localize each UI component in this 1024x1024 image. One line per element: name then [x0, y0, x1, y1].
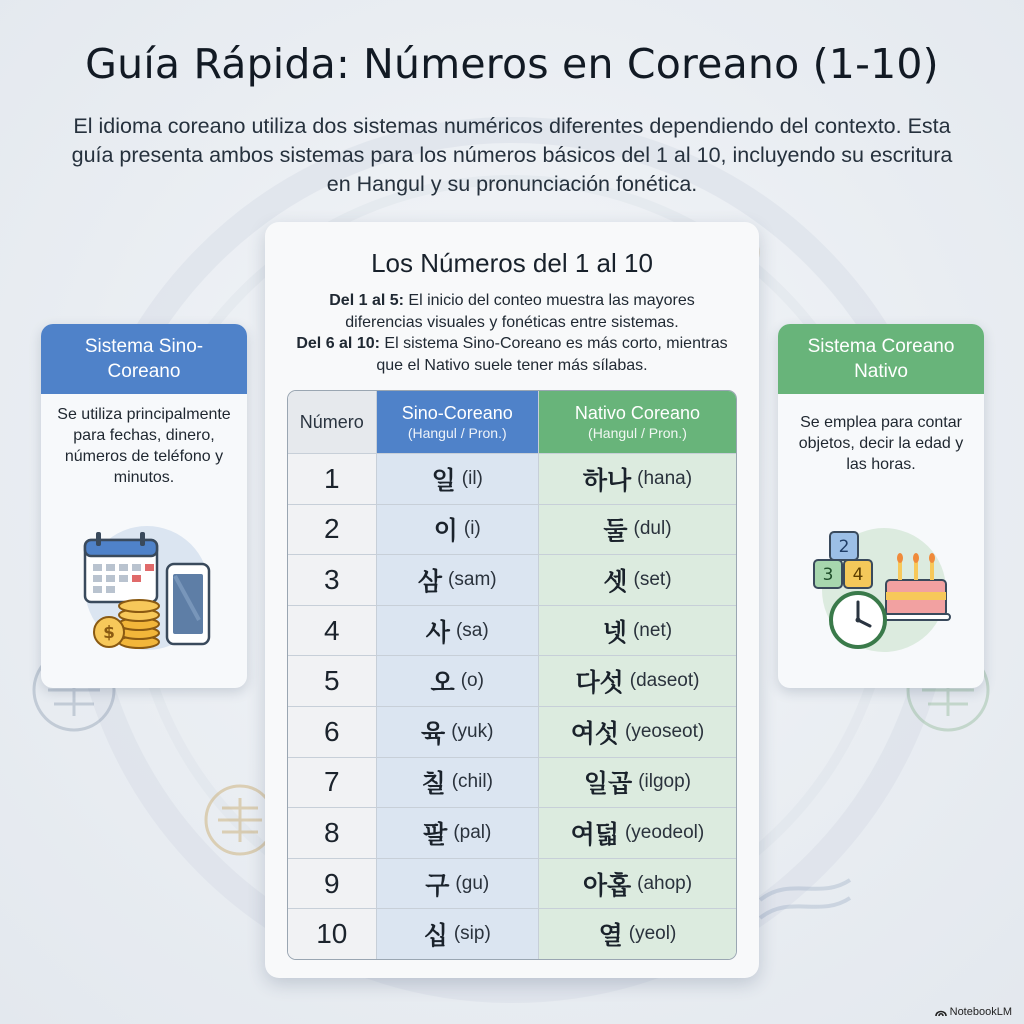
- calendar-icon: [85, 532, 157, 602]
- sino-korean-hangul: 칠: [421, 769, 446, 799]
- table-row: [288, 757, 736, 808]
- native-korean-card-description: Se emplea para contar objetos, decir la edad y las horas.: [798, 414, 964, 473]
- native-korean-hangul: 아홉: [582, 870, 632, 900]
- clock-icon: [831, 593, 885, 647]
- number-cell: 7: [288, 758, 377, 808]
- header-native-korean-subtitle: (Hangul / Pron.): [588, 425, 687, 441]
- sino-korean-cell: [377, 454, 539, 504]
- native-korean-pronunciation: (daseot): [629, 670, 700, 692]
- note-1-to-5-text: El inicio del conteo muestra las mayores diferencias visuales y fonéticas entre sistemas.: [345, 292, 695, 331]
- table-row: [288, 655, 736, 706]
- native-korean-pronunciation: (ilgop): [638, 771, 691, 793]
- header-native-korean-title: Nativo Coreano: [574, 403, 700, 423]
- native-korean-cell: [539, 909, 736, 959]
- sino-korean-pronunciation: (sam): [448, 568, 497, 590]
- svg-text:$: $: [103, 623, 115, 643]
- sino-korean-cell: [377, 758, 539, 808]
- header-number: Número: [288, 391, 377, 453]
- number-cell: 9: [288, 859, 377, 909]
- native-korean-hangul: 여덟: [570, 819, 619, 849]
- page-title: Guía Rápida: Números en Coreano (1-10): [85, 40, 939, 88]
- native-korean-pronunciation: (yeoseot): [625, 720, 705, 742]
- sino-korean-cell: [377, 859, 539, 909]
- table-row: [288, 504, 736, 555]
- sino-korean-illustration: [41, 520, 247, 660]
- native-korean-hangul: 셋: [603, 566, 628, 596]
- brand-label: NotebookLM: [949, 1006, 1012, 1018]
- sino-korean-hangul: 십: [423, 921, 448, 951]
- number-cell: 4: [288, 606, 377, 656]
- svg-text:2: 2: [838, 537, 850, 557]
- sino-korean-pronunciation: (o): [460, 670, 484, 692]
- native-korean-hangul: 하나: [582, 465, 632, 495]
- native-korean-cell: [539, 758, 736, 808]
- header-native-korean: [539, 391, 736, 453]
- note-6-to-10-label: Del 6 al 10:: [296, 335, 380, 352]
- phone-icon: [167, 564, 209, 644]
- table-row: [288, 605, 736, 656]
- sino-korean-pronunciation: (chil): [451, 771, 493, 793]
- native-korean-cell: [539, 606, 736, 656]
- table-row: [288, 807, 736, 858]
- numbers-card-title: Los Números del 1 al 10: [371, 248, 653, 278]
- intro-paragraph: El idioma coreano utiliza dos sistemas numéricos diferentes dependiendo del contexto. Esta guía presenta ambos sistemas para los números básicos del 1 al 10, incluyendo su escritura en Hangul y su pronunciación fonética.: [71, 114, 953, 196]
- number-cell: 10: [288, 909, 377, 959]
- sino-korean-card-title: Sistema Sino-Coreano: [41, 324, 247, 394]
- notebooklm-logo-icon: [935, 1008, 947, 1017]
- sino-korean-hangul: 사: [425, 617, 450, 647]
- header-sino-korean-subtitle: (Hangul / Pron.): [407, 425, 507, 441]
- sino-korean-cell: [377, 707, 539, 757]
- note-6-to-10-text: El sistema Sino-Coreano es más corto, mientras que el Nativo suele tener más sílabas.: [376, 335, 728, 374]
- number-cell: 3: [288, 555, 377, 605]
- number-cell: 8: [288, 808, 377, 858]
- table-row: [288, 858, 736, 909]
- svg-text:3: 3: [822, 565, 834, 585]
- note-1-to-5: [295, 290, 729, 333]
- native-korean-hangul: 다섯: [575, 668, 624, 698]
- brand-watermark: [935, 1006, 1012, 1018]
- sino-korean-hangul: 일: [431, 465, 456, 495]
- native-korean-cell: [539, 707, 736, 757]
- native-korean-hangul: 넷: [602, 617, 627, 647]
- sino-korean-card-description: Se utiliza principalmente para fechas, dinero, números de teléfono y minutos.: [57, 406, 231, 486]
- sino-korean-hangul: 팔: [423, 819, 448, 849]
- sino-korean-hangul: 구: [425, 870, 450, 900]
- sino-korean-cell: [377, 656, 539, 706]
- sino-korean-pronunciation: (i): [463, 518, 481, 540]
- sino-korean-pronunciation: (gu): [455, 872, 490, 894]
- native-korean-pronunciation: (net): [632, 619, 673, 641]
- note-1-to-5-label: Del 1 al 5:: [329, 292, 404, 309]
- sino-korean-cell: [377, 505, 539, 555]
- native-korean-cell: [539, 656, 736, 706]
- number-cell: 5: [288, 656, 377, 706]
- header-sino-korean: [377, 391, 539, 453]
- native-korean-pronunciation: (ahop): [637, 872, 693, 894]
- table-body: [288, 453, 736, 959]
- native-korean-cell: [539, 859, 736, 909]
- native-korean-pronunciation: (yeodeol): [624, 821, 705, 843]
- table-row: [288, 706, 736, 757]
- sino-korean-pronunciation: (pal): [453, 821, 492, 843]
- sino-korean-pronunciation: (il): [461, 467, 483, 489]
- sino-korean-cell: [377, 909, 539, 959]
- native-korean-card: [778, 324, 984, 688]
- native-korean-hangul: 여섯: [570, 718, 619, 748]
- native-korean-pronunciation: (set): [633, 568, 672, 590]
- sino-korean-hangul: 육: [421, 718, 446, 748]
- native-korean-hangul: 열: [598, 921, 623, 951]
- sino-korean-pronunciation: (sa): [455, 619, 489, 641]
- native-korean-illustration: [778, 520, 984, 660]
- number-cell: 2: [288, 505, 377, 555]
- native-korean-cell: [539, 454, 736, 504]
- number-cell: 1: [288, 454, 377, 504]
- native-korean-pronunciation: (hana): [637, 467, 693, 489]
- sino-korean-hangul: 이: [433, 516, 458, 546]
- table-row: [288, 453, 736, 504]
- sino-korean-pronunciation: (sip): [453, 923, 491, 945]
- sino-korean-cell: [377, 555, 539, 605]
- numbers-card: [265, 222, 759, 978]
- native-korean-hangul: 둘: [603, 516, 628, 546]
- sino-korean-card: [41, 324, 247, 688]
- sino-korean-hangul: 삼: [417, 566, 443, 596]
- native-korean-cell: [539, 808, 736, 858]
- table-header-row: [288, 391, 736, 453]
- header-sino-korean-title: Sino-Coreano: [401, 403, 513, 423]
- native-korean-pronunciation: (dul): [633, 518, 672, 540]
- sino-korean-cell: [377, 808, 539, 858]
- number-cell: 6: [288, 707, 377, 757]
- sino-korean-pronunciation: (yuk): [451, 720, 494, 742]
- table-row: [288, 554, 736, 605]
- native-korean-card-title: Sistema Coreano Nativo: [778, 324, 984, 394]
- svg-text:4: 4: [852, 565, 864, 585]
- table-row: [288, 908, 736, 959]
- numbers-table: [287, 390, 737, 960]
- native-korean-hangul: 일곱: [583, 769, 633, 799]
- sino-korean-cell: [377, 606, 539, 656]
- native-korean-pronunciation: (yeol): [628, 923, 677, 945]
- sino-korean-hangul: 오: [430, 668, 455, 698]
- native-korean-cell: [539, 505, 736, 555]
- native-korean-cell: [539, 555, 736, 605]
- numbers-card-notes: [295, 290, 729, 376]
- note-6-to-10: [295, 333, 729, 376]
